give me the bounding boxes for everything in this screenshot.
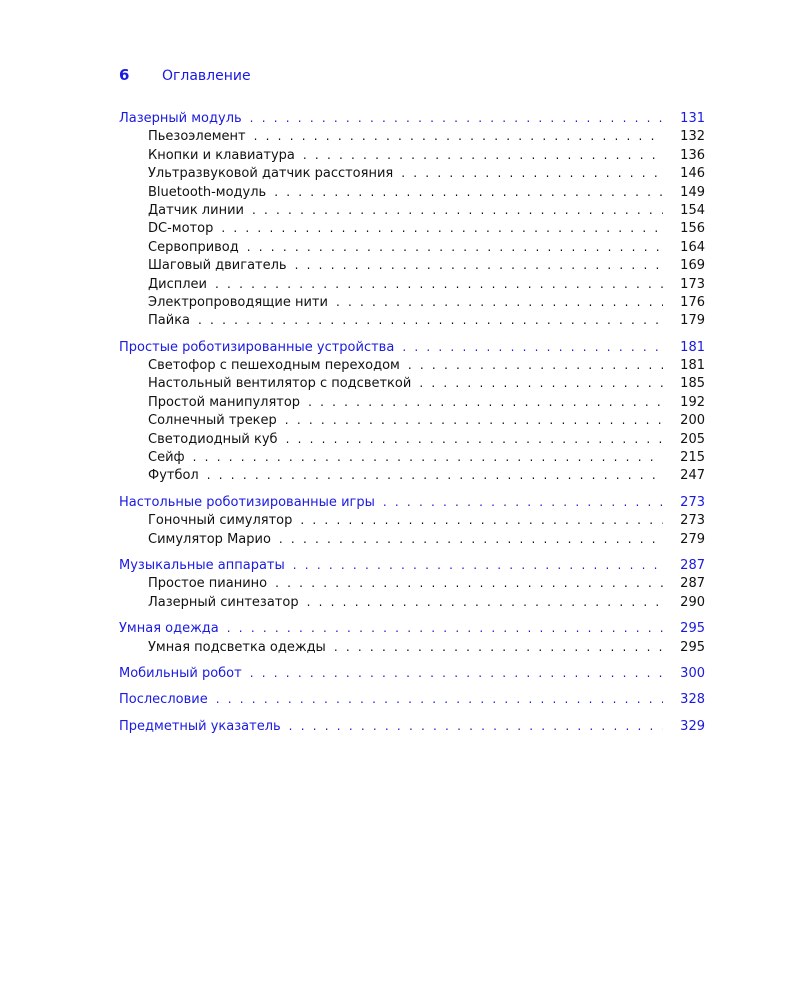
toc-entry-title: Лазерный синтезатор (148, 594, 299, 610)
running-title: Оглавление (162, 68, 251, 84)
toc-section (119, 109, 705, 330)
dot-leader (215, 275, 663, 293)
toc-entry-title: Сейф (148, 450, 185, 466)
toc-page-number: 215 (680, 450, 705, 466)
toc-page-number: 146 (680, 166, 705, 182)
toc-page-number: 181 (680, 339, 705, 355)
toc-page-number: 300 (680, 665, 705, 681)
toc-page-number: 173 (680, 276, 705, 292)
toc-section (119, 690, 705, 708)
dot-leader (274, 183, 663, 201)
dot-leader (285, 411, 663, 429)
dot-leader (198, 311, 663, 329)
table-of-contents (119, 109, 705, 743)
toc-subentry[interactable] (119, 311, 705, 329)
toc-page-number: 181 (680, 358, 705, 374)
dot-leader (419, 374, 663, 392)
toc-subentry[interactable] (119, 201, 705, 219)
toc-entry-title: DC-мотор (148, 221, 214, 237)
toc-page-number: 287 (680, 557, 705, 573)
toc-page-number: 154 (680, 202, 705, 218)
dot-leader (254, 127, 663, 145)
toc-section (119, 717, 705, 735)
dot-leader (402, 338, 663, 356)
toc-entry-title: Умная подсветка одежды (148, 639, 326, 655)
toc-chapter-entry[interactable] (119, 717, 705, 735)
toc-page-number: 169 (680, 258, 705, 274)
dot-leader (250, 664, 663, 682)
toc-entry-title: Дисплеи (148, 276, 208, 292)
toc-entry-title: Умная одежда (119, 621, 219, 637)
dot-leader (289, 717, 663, 735)
toc-subentry[interactable] (119, 430, 705, 448)
dot-leader (300, 511, 663, 529)
toc-subentry[interactable] (119, 530, 705, 548)
toc-entry-title: Музыкальные аппараты (119, 557, 285, 573)
toc-entry-title: Светодиодный куб (148, 431, 278, 447)
dot-leader (334, 638, 663, 656)
dot-leader (275, 574, 663, 592)
toc-page-number: 185 (680, 376, 705, 392)
toc-page-number: 132 (680, 129, 705, 145)
dot-leader (336, 293, 663, 311)
toc-section (119, 556, 705, 611)
dot-leader (193, 448, 663, 466)
toc-page-number: 131 (680, 111, 705, 126)
toc-entry-title: Bluetooth-модуль (148, 184, 267, 200)
toc-page-number: 295 (680, 621, 705, 637)
toc-subentry[interactable] (119, 164, 705, 182)
toc-subentry[interactable] (119, 574, 705, 592)
toc-chapter-entry[interactable] (119, 109, 705, 127)
toc-entry-title: Шаговый двигатель (148, 258, 287, 274)
toc-subentry[interactable] (119, 183, 705, 201)
toc-entry-title: Солнечный трекер (148, 413, 277, 429)
toc-page-number: 136 (680, 147, 705, 163)
toc-chapter-entry[interactable] (119, 664, 705, 682)
toc-page-number: 192 (680, 394, 705, 410)
toc-page-number: 279 (680, 531, 705, 547)
dot-leader (383, 493, 663, 511)
toc-entry-title: Предметный указатель (119, 718, 281, 734)
dot-leader (401, 164, 663, 182)
dot-leader (247, 238, 663, 256)
dot-leader (252, 201, 663, 219)
toc-page-number: 200 (680, 413, 705, 429)
toc-section (119, 493, 705, 548)
toc-chapter-entry[interactable] (119, 493, 705, 511)
toc-chapter-entry[interactable] (119, 619, 705, 637)
toc-page-number: 179 (680, 313, 705, 329)
toc-entry-title: Сервопривод (148, 239, 239, 255)
dot-leader (286, 430, 663, 448)
toc-section (119, 664, 705, 682)
toc-subentry[interactable] (119, 466, 705, 484)
dot-leader (295, 256, 663, 274)
toc-subentry[interactable] (119, 638, 705, 656)
toc-entry-title: Простое пианино (148, 576, 268, 592)
toc-entry-title: Датчик линии (148, 202, 244, 218)
toc-subentry[interactable] (119, 146, 705, 164)
toc-subentry[interactable] (119, 411, 705, 429)
toc-subentry[interactable] (119, 293, 705, 311)
toc-subentry[interactable] (119, 356, 705, 374)
dot-leader (221, 219, 663, 237)
dot-leader (207, 466, 663, 484)
toc-entry-title: Кнопки и клавиатура (148, 147, 295, 163)
page-header (119, 66, 251, 84)
dot-leader (307, 593, 663, 611)
toc-subentry[interactable] (119, 256, 705, 274)
toc-page-number: 156 (680, 221, 705, 237)
toc-entry-title: Лазерный модуль (119, 111, 242, 126)
dot-leader (293, 556, 663, 574)
toc-chapter-entry[interactable] (119, 556, 705, 574)
toc-entry-title: Настольный вентилятор с подсветкой (148, 376, 412, 392)
dot-leader (250, 109, 663, 127)
toc-entry-title: Симулятор Марио (148, 531, 271, 547)
toc-page-number: 176 (680, 294, 705, 310)
toc-entry-title: Мобильный робот (119, 665, 242, 681)
toc-entry-title: Футбол (148, 468, 199, 484)
toc-subentry[interactable] (119, 393, 705, 411)
toc-page-number: 149 (680, 184, 705, 200)
toc-chapter-entry[interactable] (119, 338, 705, 356)
toc-entry-title: Простые роботизированные устройства (119, 339, 395, 355)
toc-page-number: 164 (680, 239, 705, 255)
toc-chapter-entry[interactable] (119, 690, 705, 708)
toc-page-number: 205 (680, 431, 705, 447)
toc-subentry[interactable] (119, 448, 705, 466)
toc-entry-title: Электропроводящие нити (148, 294, 328, 310)
toc-page-number: 273 (680, 494, 705, 510)
toc-entry-title: Светофор с пешеходным переходом (148, 358, 400, 374)
dot-leader (216, 690, 663, 708)
toc-subentry[interactable] (119, 127, 705, 145)
toc-subentry[interactable] (119, 374, 705, 392)
toc-entry-title: Пьезоэлемент (148, 129, 246, 145)
page-number: 6 (119, 66, 130, 84)
toc-page-number: 290 (680, 594, 705, 610)
toc-entry-title: Гоночный симулятор (148, 513, 293, 529)
toc-page-number: 287 (680, 576, 705, 592)
toc-subentry[interactable] (119, 219, 705, 237)
toc-page-number: 295 (680, 639, 705, 655)
toc-page-number: 328 (680, 692, 705, 708)
toc-entry-title: Пайка (148, 313, 191, 329)
dot-leader (408, 356, 663, 374)
toc-page-number: 329 (680, 718, 705, 734)
toc-section (119, 619, 705, 656)
toc-entry-title: Послесловие (119, 692, 208, 708)
toc-page-number: 273 (680, 513, 705, 529)
dot-leader (308, 393, 663, 411)
dot-leader (303, 146, 663, 164)
toc-entry-title: Простой манипулятор (148, 394, 301, 410)
toc-subentry[interactable] (119, 511, 705, 529)
toc-entry-title: Настольные роботизированные игры (119, 494, 375, 510)
toc-page-number: 247 (680, 468, 705, 484)
toc-subentry[interactable] (119, 593, 705, 611)
toc-subentry[interactable] (119, 238, 705, 256)
toc-entry-title: Ультразвуковой датчик расстояния (148, 166, 394, 182)
toc-section (119, 338, 705, 485)
dot-leader (279, 530, 663, 548)
toc-subentry[interactable] (119, 275, 705, 293)
dot-leader (227, 619, 663, 637)
